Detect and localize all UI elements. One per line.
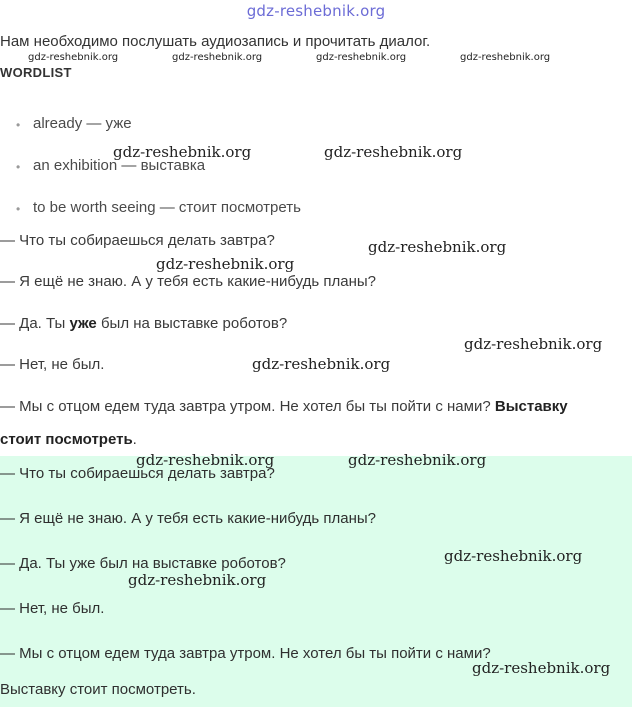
wordlist-heading: WORDLIST: [0, 65, 72, 80]
wordlist-item: to be worth seeing — стоит посмотреть: [33, 199, 301, 216]
translation-line: Выставку стоит посмотреть.: [0, 681, 196, 698]
dialog-line: — Я ещё не знаю. А у тебя есть какие-нибудь планы?: [0, 273, 377, 290]
intro-text: Нам необходимо послушать аудиозапись и прочитать диалог.: [0, 33, 431, 50]
watermark: gdz-reshebnik.org: [316, 52, 407, 63]
watermark: gdz-reshebnik.org: [368, 238, 507, 256]
dialog-line: — Нет, не был.: [0, 356, 105, 373]
site-title[interactable]: gdz-reshebnik.org: [246, 2, 386, 20]
watermark: gdz-reshebnik.org: [252, 355, 391, 373]
wordlist-item: already — уже: [33, 115, 132, 132]
bullet-icon: •: [16, 118, 21, 132]
watermark: gdz-reshebnik.org: [460, 52, 551, 63]
translation-line: — Да. Ты уже был на выставке роботов?: [0, 555, 286, 572]
bullet-icon: •: [16, 202, 21, 216]
watermark: gdz-reshebnik.org: [472, 659, 611, 677]
wordlist-item: an exhibition — выставка: [33, 157, 206, 174]
dialog-text: был на выставке роботов?: [96, 315, 288, 332]
dialog-line: [0, 398, 568, 415]
dialog-text: — Мы с отцом едем туда завтра утром. Не хотел бы ты пойти с нами?: [0, 398, 495, 415]
watermark: gdz-reshebnik.org: [156, 255, 295, 273]
highlight-word: уже: [69, 315, 97, 332]
dialog-text: — Да. Ты: [0, 315, 70, 332]
translation-line: — Что ты собираешься делать завтра?: [0, 465, 275, 482]
translation-line: — Я ещё не знаю. А у тебя есть какие-нибудь планы?: [0, 510, 377, 527]
watermark: gdz-reshebnik.org: [172, 52, 263, 63]
watermark: gdz-reshebnik.org: [28, 52, 119, 63]
watermark: gdz-reshebnik.org: [136, 451, 275, 469]
bullet-icon: •: [16, 160, 21, 174]
highlight-word: стоит посмотреть: [0, 431, 133, 448]
watermark: gdz-reshebnik.org: [348, 451, 487, 469]
dialog-line: [0, 315, 287, 332]
watermark: gdz-reshebnik.org: [444, 547, 583, 565]
dialog-line: [0, 431, 137, 448]
watermark: gdz-reshebnik.org: [324, 143, 463, 161]
watermark: gdz-reshebnik.org: [128, 571, 267, 589]
watermark: gdz-reshebnik.org: [464, 335, 603, 353]
watermark: gdz-reshebnik.org: [113, 143, 252, 161]
translation-line: — Нет, не был.: [0, 600, 105, 617]
highlight-word: Выставку: [494, 398, 568, 415]
dialog-line: — Что ты собираешься делать завтра?: [0, 232, 275, 249]
translation-line: — Мы с отцом едем туда завтра утром. Не хотел бы ты пойти с нами?: [0, 645, 491, 662]
dialog-text: .: [132, 431, 137, 448]
